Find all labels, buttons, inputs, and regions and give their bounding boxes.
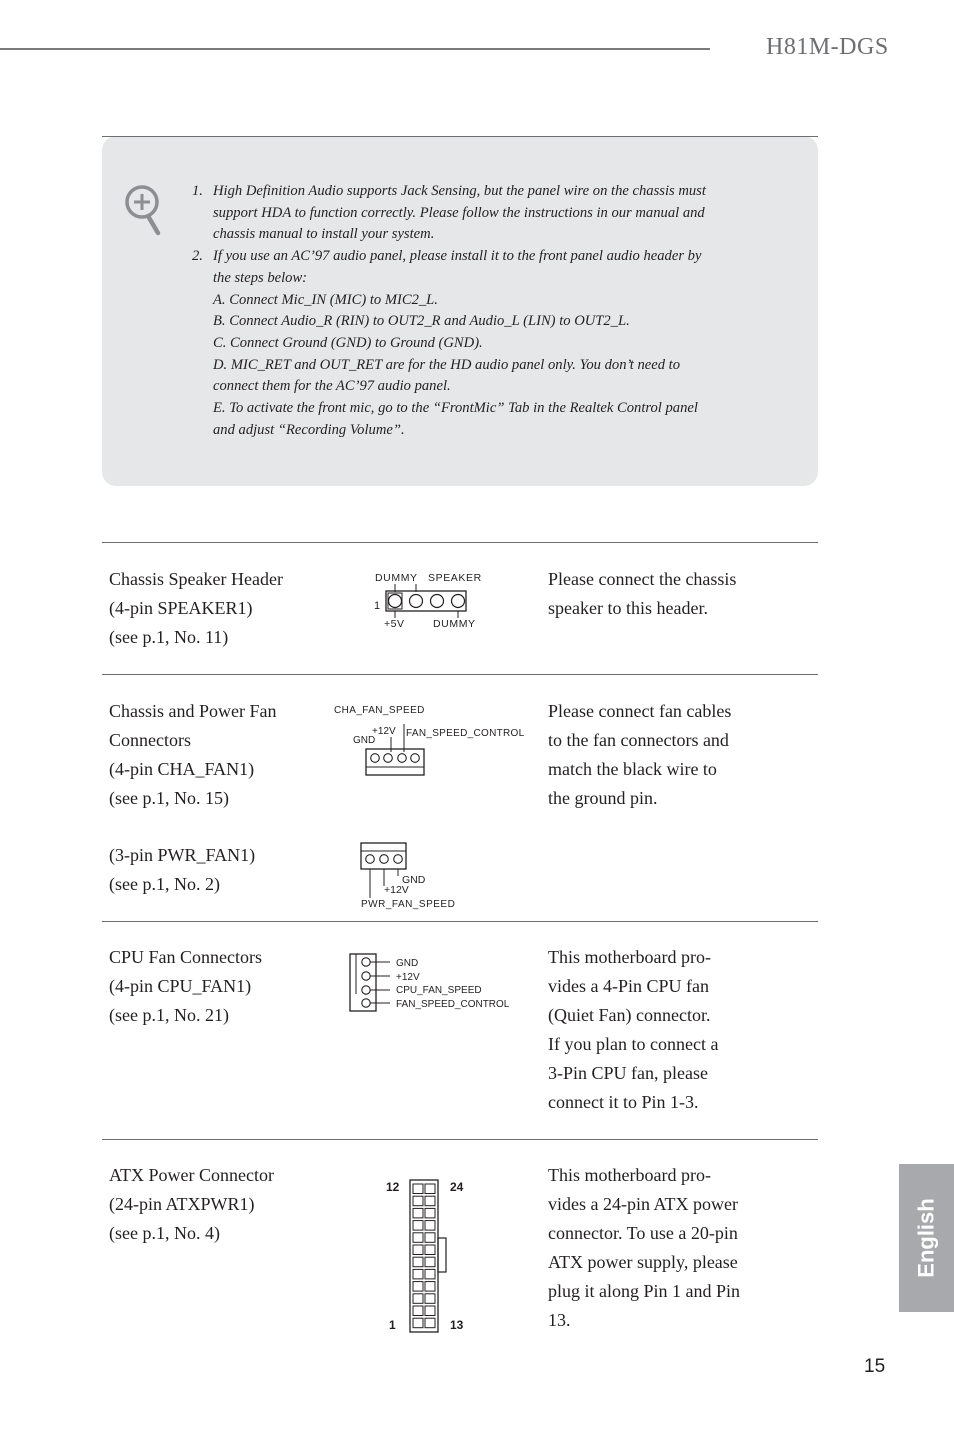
atx-pin [425,1294,435,1304]
pwr-fan-diagram [356,838,476,912]
cha-fan-diagram [330,700,540,780]
pin-label: DUMMY [375,572,418,584]
atx-pin [425,1257,435,1267]
header-rule [0,48,710,50]
section-divider [102,1139,818,1140]
label-line: ATX Power Connector [109,1165,274,1185]
note-item-2 [192,246,762,441]
note-line: If you use an AC’97 audio panel, please install it to the front panel audio header by [213,248,702,265]
atx-pin [413,1306,423,1316]
atx-pin [425,1184,435,1194]
chassis-fan-label [109,697,277,813]
pin-label: FAN_SPEED_CONTROL [406,728,525,739]
section-divider [102,921,818,922]
atx-pin [425,1269,435,1279]
label-line: Chassis and Power Fan [109,701,277,721]
atx-pin [413,1282,423,1292]
power-fan-label [109,841,255,899]
pin-label: SPEAKER [428,572,482,584]
note-line: B. Connect Audio_R (RIN) to OUT2_R and Audio_L (LIN) to OUT2_L. [213,313,630,330]
atx-pin [425,1306,435,1316]
note-line: A. Connect Mic_IN (MIC) to MIC2_L. [213,291,438,308]
note-line: the steps below: [213,269,308,286]
label-line: (24-pin ATXPWR1) [109,1194,255,1214]
atx-power-diagram [380,1176,480,1336]
note-item-1 [192,181,762,246]
desc-line: vides a 24-pin ATX power [548,1194,738,1214]
label-line: (see p.1, No. 11) [109,627,229,647]
note-line: connect them for the AC’97 audio panel. [213,378,451,395]
desc-line: (Quiet Fan) connector. [548,1005,711,1025]
pin-label: CHA_FAN_SPEED [334,705,425,716]
cpu-fan-label [109,943,262,1030]
note-line: and adjust “Recording Volume”. [213,421,405,438]
language-text: English [913,1198,939,1278]
pin-label: 24 [450,1180,464,1194]
atx-pin [425,1196,435,1206]
pin-label: PWR_FAN_SPEED [361,899,456,910]
pin-label: +12V [396,972,420,983]
desc-line: to the fan connectors and [548,730,729,750]
note-line: High Definition Audio supports Jack Sensing, but the panel wire on the chassis must [213,183,706,199]
atx-pin [413,1269,423,1279]
label-line: Chassis Speaker Header [109,569,283,589]
label-line: Connectors [109,730,191,750]
note-line: D. MIC_RET and OUT_RET are for the HD audio panel only. You don’t need to [213,356,680,373]
atx-pin [425,1318,435,1328]
label-line: (4-pin SPEAKER1) [109,598,253,618]
desc-line: match the black wire to [548,759,717,779]
pin-label: GND [353,735,376,746]
atx-pin [413,1245,423,1255]
fan-description [548,697,768,813]
atx-pin [413,1233,423,1243]
label-line: (see p.1, No. 21) [109,1005,229,1025]
label-line: (see p.1, No. 2) [109,874,220,894]
atx-pin [413,1257,423,1267]
label-line: (4-pin CHA_FAN1) [109,759,255,779]
atx-pin [413,1294,423,1304]
pin-label: 12 [386,1180,400,1194]
pin-label: +12V [384,884,409,896]
atx-pin [413,1318,423,1328]
speaker-header-diagram [368,568,498,634]
note-number: 1. [192,183,203,199]
pin-label: 13 [450,1318,464,1332]
pin-one-label: 1 [374,600,381,612]
atx-power-description [548,1161,768,1335]
desc-line: Please connect the chassis [548,569,737,589]
atx-pin [425,1233,435,1243]
label-line: (see p.1, No. 15) [109,788,229,808]
desc-line: 3-Pin CPU fan, please [548,1063,708,1083]
pin-label: 1 [389,1318,396,1332]
speaker-header-description [548,565,768,623]
notes-list [192,181,762,441]
desc-line: connect it to Pin 1-3. [548,1092,699,1112]
note-line: chassis manual to install your system. [213,226,435,243]
label-line: (4-pin CPU_FAN1) [109,976,252,996]
section-divider [102,674,818,675]
note-box-top-rule [102,136,818,137]
label-line: CPU Fan Connectors [109,947,262,967]
note-line: support HDA to function correctly. Please follow the instructions in our manual and [213,204,705,221]
label-line: (3-pin PWR_FAN1) [109,845,256,865]
desc-line: ATX power supply, please [548,1252,738,1272]
atx-pin [425,1221,435,1231]
desc-line: speaker to this header. [548,598,708,618]
label-line: (see p.1, No. 4) [109,1223,220,1243]
note-line: E. To activate the front mic, go to the “FrontMic” Tab in the Realtek Control panel [213,400,698,417]
desc-line: vides a 4-Pin CPU fan [548,976,709,996]
atx-pin [413,1196,423,1206]
atx-pin [413,1184,423,1194]
desc-line: Please connect fan cables [548,701,732,721]
magnifier-plus-icon [122,182,166,238]
pin-label: CPU_FAN_SPEED [396,985,482,996]
pin-label: +5V [384,618,405,630]
pin-label: FAN_SPEED_CONTROL [396,999,510,1010]
atx-power-label [109,1161,274,1248]
pin-label: DUMMY [433,618,476,630]
pin-label: GND [396,958,419,969]
cpu-fan-description [548,943,768,1117]
desc-line: This motherboard pro- [548,1165,711,1185]
atx-pin [425,1208,435,1218]
desc-line: plug it along Pin 1 and Pin [548,1281,741,1301]
atx-pin [425,1282,435,1292]
desc-line: If you plan to connect a [548,1034,719,1054]
section-divider [102,542,818,543]
note-number: 2. [192,248,203,265]
language-tab-label [899,1164,954,1312]
pin-label: GND [402,874,426,886]
atx-pin [413,1221,423,1231]
desc-line: This motherboard pro- [548,947,711,967]
atx-pin [413,1208,423,1218]
atx-pin [425,1245,435,1255]
desc-line: 13. [548,1310,571,1330]
desc-line: connector. To use a 20-pin [548,1223,738,1243]
speaker-header-label [109,565,283,652]
desc-line: the ground pin. [548,788,658,808]
pin-label: +12V [372,726,396,737]
model-name: H81M-DGS [766,34,889,60]
cpu-fan-diagram [346,950,526,1014]
note-line: C. Connect Ground (GND) to Ground (GND). [213,334,483,351]
page-number: 15 [864,1356,886,1377]
